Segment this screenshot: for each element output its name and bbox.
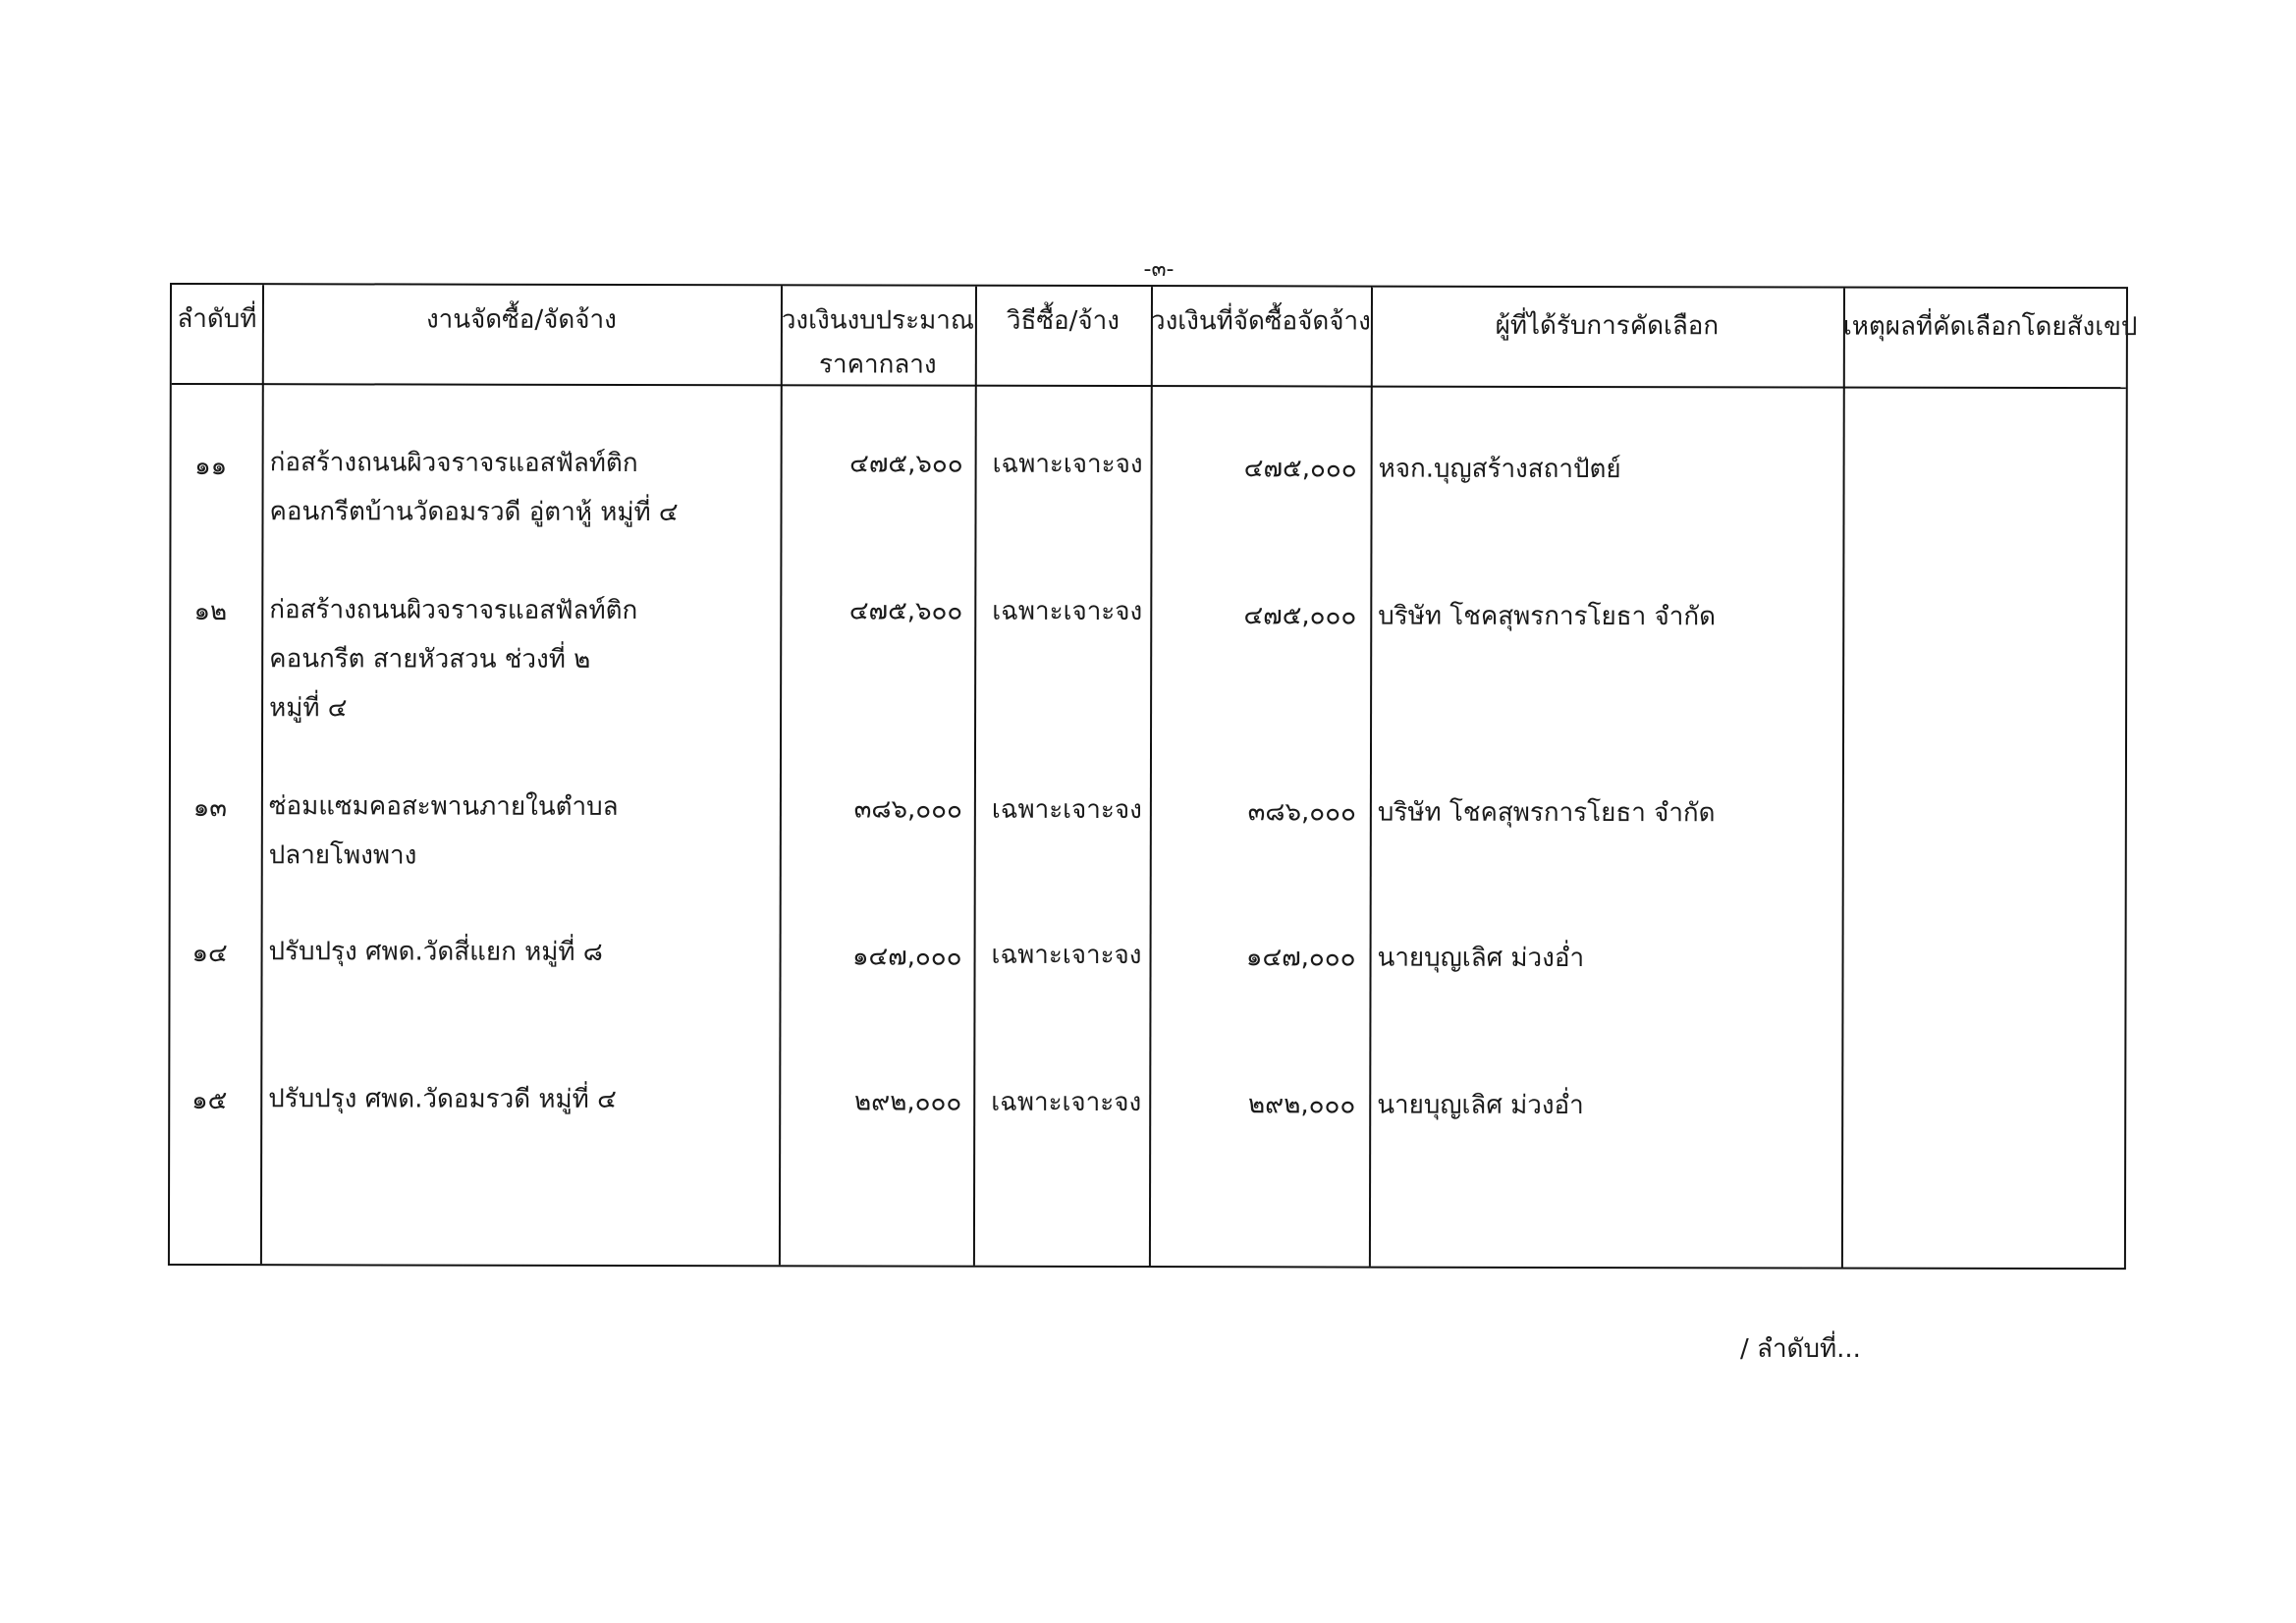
row-budget: ๑๔๗,๐๐๐ — [851, 942, 962, 972]
row-order: ๑๒ — [193, 597, 228, 627]
row-work-line: หมู่ที่ ๔ — [269, 693, 348, 724]
row-winner: นายบุญเลิศ ม่วงอ่ำ — [1377, 1090, 1584, 1121]
row-winner: นายบุญเลิศ ม่วงอ่ำ — [1377, 943, 1585, 974]
row-work-line: ปรับปรุง ศพด.วัดสี่แยก หมู่ที่ ๘ — [268, 937, 603, 967]
row-budget: ๔๗๕,๖๐๐ — [848, 596, 963, 626]
row-budget: ๒๙๒,๐๐๐ — [854, 1087, 962, 1117]
header-reason: เหตุผลที่คัดเลือกโดยสังเขป — [1842, 311, 2138, 343]
row-work-line: ปรับปรุง ศพด.วัดอมรวดี หมู่ที่ ๔ — [268, 1084, 617, 1114]
row-order: ๑๔ — [191, 939, 228, 969]
row-work-line: ซ่อมแซมคอสะพานภายในตำบล — [268, 791, 619, 822]
procurement-table — [168, 283, 2138, 1270]
row-winner: หจก.บุญสร้างสถาปัตย์ — [1378, 454, 1621, 485]
row-method: เฉพาะเจาะจง — [992, 449, 1143, 480]
row-winner: บริษัท โชคสุพรการโยธา จำกัด — [1378, 601, 1717, 632]
row-order: ๑๓ — [192, 793, 228, 824]
row-winner: บริษัท โชคสุพรการโยธา จำกัด — [1377, 797, 1716, 829]
header-method: วิธีซื้อ/จ้าง — [1006, 305, 1120, 337]
row-work-line: คอนกรีต สายหัวสวน ช่วงที่ ๒ — [269, 644, 591, 675]
column-divider — [973, 287, 977, 1266]
row-work-line: ก่อสร้างถนนผิวจราจรแอสฟัลท์ติก — [269, 448, 638, 478]
row-method: เฉพาะเจาะจง — [991, 940, 1142, 971]
row-method: เฉพาะเจาะจง — [991, 794, 1142, 826]
row-order: ๑๑ — [194, 452, 228, 482]
row-amount: ๔๗๕,๐๐๐ — [1243, 454, 1357, 484]
row-order: ๑๕ — [191, 1086, 228, 1116]
column-divider — [1369, 288, 1373, 1267]
header-amount: วงเงินที่จัดซื้อจัดจ้าง — [1150, 306, 1371, 337]
row-work-line: ปลายโพงพาง — [268, 840, 417, 871]
header-budget-line1: วงเงินงบประมาณ — [781, 305, 975, 336]
row-amount: ๒๙๒,๐๐๐ — [1248, 1090, 1356, 1120]
row-method: เฉพาะเจาะจง — [991, 1087, 1142, 1118]
header-work: งานจัดซื้อ/จัดจ้าง — [425, 304, 617, 335]
row-budget: ๓๘๖,๐๐๐ — [853, 794, 962, 825]
header-divider — [172, 383, 2126, 389]
row-work-line: ก่อสร้างถนนผิวจราจรแอสฟัลท์ติก — [269, 595, 638, 625]
row-method: เฉพาะเจาะจง — [992, 596, 1143, 627]
row-amount: ๓๘๖,๐๐๐ — [1247, 797, 1356, 828]
column-divider — [260, 285, 264, 1264]
header-order: ลำดับที่ — [177, 304, 257, 335]
header-winner: ผู้ที่ได้รับการคัดเลือก — [1495, 310, 1720, 342]
header-budget-line2: ราคากลาง — [819, 350, 937, 380]
row-amount: ๑๔๗,๐๐๐ — [1245, 943, 1356, 973]
page-number: -๓- — [1143, 257, 1175, 282]
continuation-note: / ลำดับที่... — [1740, 1334, 1861, 1364]
column-divider — [1841, 289, 1845, 1268]
row-budget: ๔๗๕,๖๐๐ — [849, 449, 963, 479]
row-work-line: คอนกรีตบ้านวัดอมรวดี อู่ตาหู้ หมู่ที่ ๔ — [269, 497, 679, 528]
row-amount: ๔๗๕,๐๐๐ — [1243, 601, 1357, 631]
